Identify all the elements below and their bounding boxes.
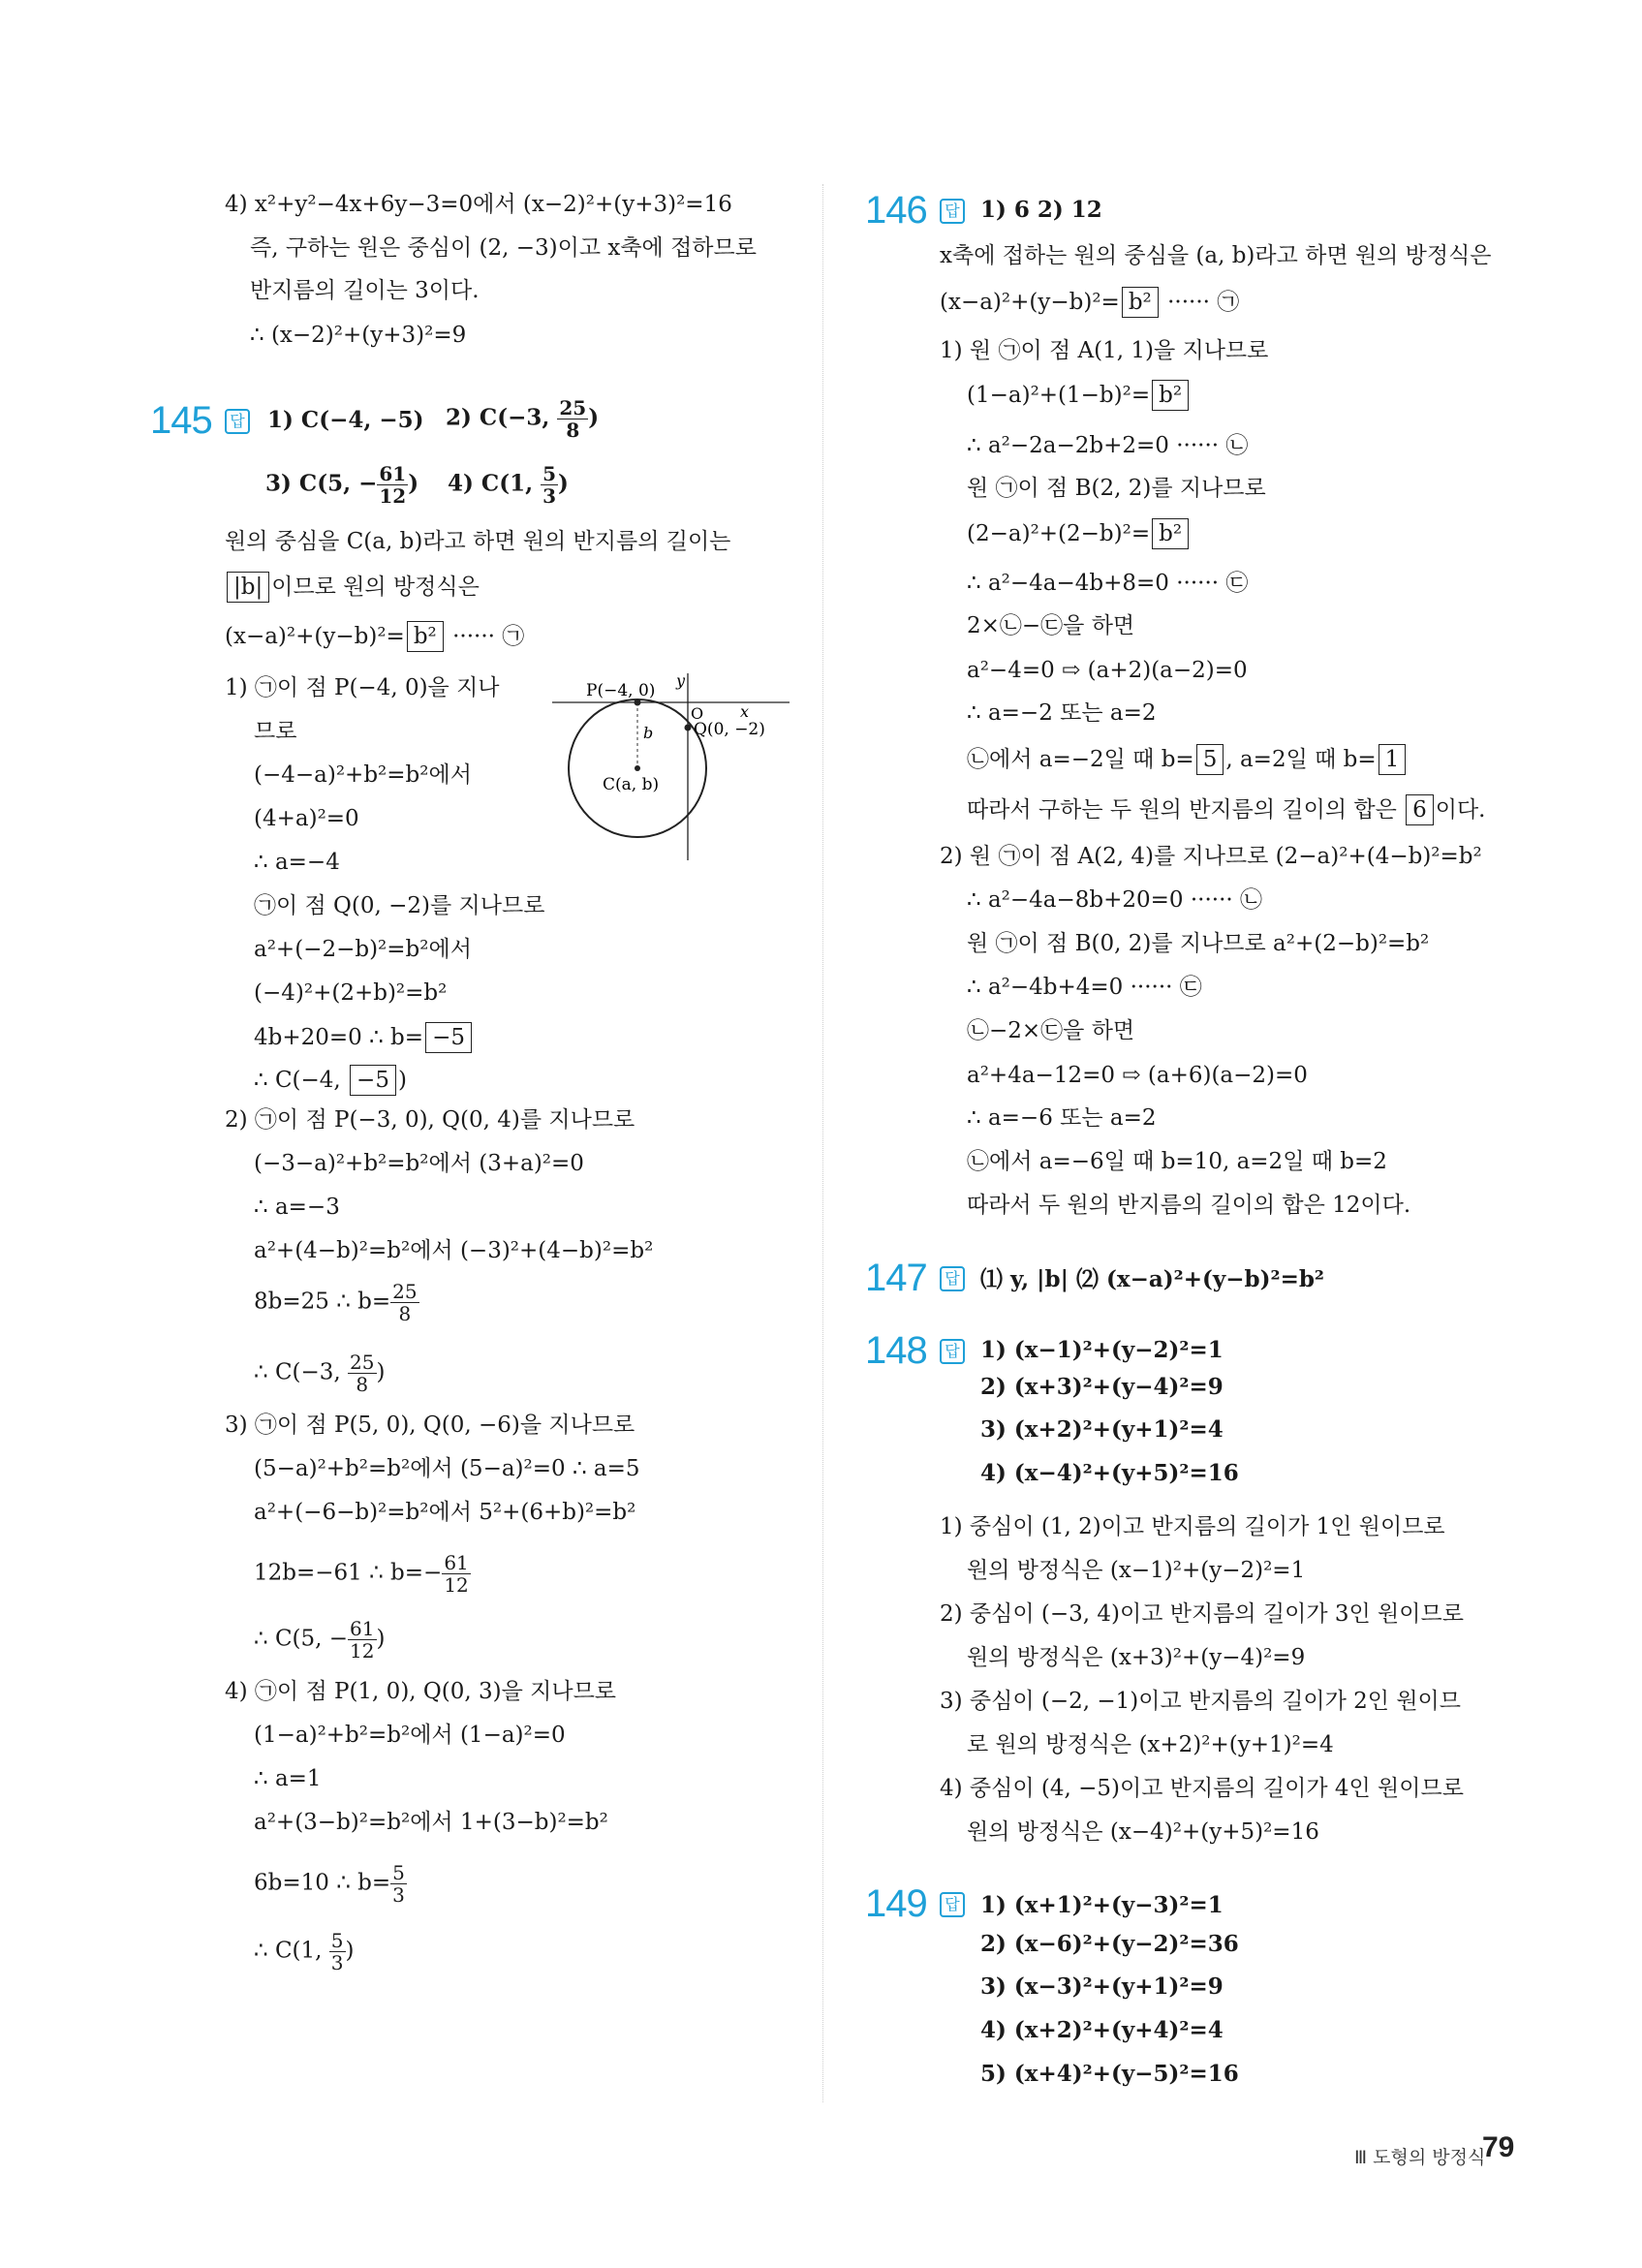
text-line: 따라서 구하는 두 원의 반지름의 길이의 합은 6 이다. bbox=[967, 794, 1486, 825]
page-number: 79 bbox=[1482, 2131, 1515, 2163]
text-line: 1) 중심이 (1, 2)이고 반지름의 길이가 1인 원이므로 bbox=[940, 1514, 1445, 1539]
answer-badge: 답 bbox=[225, 409, 250, 434]
answer-1: 1) (x+1)²+(y−3)²=1 bbox=[980, 1892, 1224, 1918]
answer-badge: 답 bbox=[940, 199, 965, 224]
text-line: ∴ (x−2)²+(y+3)²=9 bbox=[250, 323, 467, 348]
text-line: (x−a)²+(y−b)²= b² ······ ㉠ bbox=[225, 621, 524, 652]
text-line: 2) ㉠이 점 P(−3, 0), Q(0, 4)를 지나므로 bbox=[225, 1107, 635, 1133]
text-line: (x−a)²+(y−b)²= b² ······ ㉠ bbox=[940, 287, 1239, 318]
text-line: 8b=25 ∴ b= $\frac{25}{8}$ bbox=[254, 1280, 418, 1325]
answer-4: 4) C(1, $\frac{5}{3}$ ) bbox=[448, 462, 569, 508]
answer-2: 2) (x+3)²+(y−4)²=9 bbox=[980, 1374, 1224, 1400]
problem-number: 148 bbox=[865, 1329, 927, 1372]
text-line: ∴ a²−4a−8b+20=0 ······ ㉡ bbox=[967, 887, 1263, 913]
text-line: x축에 접하는 원의 중심을 (a, b)라고 하면 원의 방정식은 bbox=[940, 243, 1492, 268]
text-line: ∴ a²−4a−4b+8=0 ······ ㉢ bbox=[967, 571, 1249, 596]
label-p: P(−4, 0) bbox=[586, 681, 656, 700]
answer-3: 3) (x−3)²+(y+1)²=9 bbox=[980, 1973, 1224, 2000]
answer-4: 4) (x−4)²+(y+5)²=16 bbox=[980, 1460, 1239, 1486]
problem-number: 145 bbox=[150, 399, 212, 442]
text-line: 원 ㉠이 점 B(0, 2)를 지나므로 a²+(2−b)²=b² bbox=[967, 931, 1430, 956]
text-line: 4) x²+y²−4x+6y−3=0에서 (x−2)²+(y+3)²=16 bbox=[225, 192, 732, 217]
text-line: (−4)²+(2+b)²=b² bbox=[254, 980, 448, 1006]
text-line: 4) ㉠이 점 P(1, 0), Q(0, 3)을 지나므로 bbox=[225, 1679, 617, 1704]
text-line: (4+a)²=0 bbox=[254, 806, 359, 831]
text-line: ∴ C(−3, $\frac{25}{8}$ ) bbox=[254, 1351, 386, 1396]
label-o: O bbox=[691, 704, 704, 723]
text-line: (2−a)²+(2−b)²= b² bbox=[967, 518, 1191, 549]
text-line: |b| 이므로 원의 방정식은 bbox=[225, 572, 480, 603]
text-line: ∴ a=−2 또는 a=2 bbox=[967, 700, 1157, 726]
answer-badge: 답 bbox=[940, 1266, 965, 1291]
text-line: 원의 방정식은 (x−1)²+(y−2)²=1 bbox=[967, 1558, 1306, 1583]
text-line: 원의 방정식은 (x−4)²+(y+5)²=16 bbox=[967, 1819, 1319, 1845]
text-line: a²+(−6−b)²=b²에서 5²+(6+b)²=b² bbox=[254, 1500, 636, 1525]
text-line: 즉, 구하는 원은 중심이 (2, −3)이고 x축에 접하므로 bbox=[250, 235, 757, 261]
problem-number: 149 bbox=[865, 1882, 927, 1925]
text-line: 반지름의 길이는 3이다. bbox=[250, 278, 480, 303]
answer-3: 3) C(5, − $\frac{61}{12}$ ) bbox=[265, 462, 419, 508]
text-line: 로 원의 방정식은 (x+2)²+(y+1)²=4 bbox=[967, 1732, 1334, 1757]
text-line: a²+(4−b)²=b²에서 (−3)²+(4−b)²=b² bbox=[254, 1238, 654, 1263]
text-line: 6b=10 ∴ b= $\frac{5}{3}$ bbox=[254, 1861, 405, 1907]
text-line: a²+(−2−b)²=b²에서 bbox=[254, 937, 472, 962]
text-line: ∴ a=1 bbox=[254, 1766, 322, 1791]
answer-3: 3) (x+2)²+(y+1)²=4 bbox=[980, 1416, 1224, 1443]
label-b: b bbox=[643, 724, 654, 742]
text-line: a²+(3−b)²=b²에서 1+(3−b)²=b² bbox=[254, 1810, 608, 1835]
answer-line: ⑴ y, |b| ⑵ (x−a)²+(y−b)²=b² bbox=[980, 1266, 1324, 1292]
text-line: ∴ C(1, $\frac{5}{3}$ ) bbox=[254, 1929, 355, 1974]
label-q: Q(0, −2) bbox=[694, 720, 765, 739]
answer-badge: 답 bbox=[940, 1892, 965, 1917]
text-line: 1) 원 ㉠이 점 A(1, 1)을 지나므로 bbox=[940, 338, 1269, 363]
answer-badge: 답 bbox=[940, 1339, 965, 1364]
text-line: 2) 원 ㉠이 점 A(2, 4)를 지나므로 (2−a)²+(4−b)²=b² bbox=[940, 844, 1482, 869]
answer-4: 4) (x+2)²+(y+4)²=4 bbox=[980, 2017, 1224, 2043]
text-line: a²+4a−12=0 ⇨ (a+6)(a−2)=0 bbox=[967, 1063, 1308, 1088]
answer-1: 1) (x−1)²+(y−2)²=1 bbox=[980, 1337, 1224, 1363]
text-line: 4b+20=0 ∴ b= −5 bbox=[254, 1022, 474, 1053]
text-line: ㉡에서 a=−2일 때 b= 5 , a=2일 때 b= 1 bbox=[967, 744, 1408, 775]
text-line: 2) 중심이 (−3, 4)이고 반지름의 길이가 3인 원이므로 bbox=[940, 1601, 1464, 1627]
text-line: (5−a)²+b²=b²에서 (5−a)²=0 ∴ a=5 bbox=[254, 1456, 640, 1481]
text-line: 3) 중심이 (−2, −1)이고 반지름의 길이가 2인 원이므 bbox=[940, 1689, 1461, 1714]
answer-1: 1) C(−4, −5) bbox=[267, 407, 424, 433]
label-x: x bbox=[740, 702, 750, 721]
text-line: 원 ㉠이 점 B(2, 2)를 지나므로 bbox=[967, 476, 1266, 501]
text-line: 4) 중심이 (4, −5)이고 반지름의 길이가 4인 원이므로 bbox=[940, 1776, 1464, 1801]
text-line: ∴ C(−4, −5 ) bbox=[254, 1065, 407, 1096]
text-line: (1−a)²+b²=b²에서 (1−a)²=0 bbox=[254, 1723, 566, 1748]
text-line: 므로 bbox=[254, 719, 297, 744]
text-line: ㉠이 점 Q(0, −2)를 지나므로 bbox=[254, 893, 545, 918]
answer-5: 5) (x+4)²+(y−5)²=16 bbox=[980, 2061, 1239, 2087]
text-line: 2×㉡−㉢을 하면 bbox=[967, 613, 1135, 638]
text-line: ∴ a=−6 또는 a=2 bbox=[967, 1105, 1157, 1131]
text-line: 1) ㉠이 점 P(−4, 0)을 지나 bbox=[225, 675, 500, 700]
label-y: y bbox=[676, 671, 686, 690]
point-q bbox=[685, 725, 692, 731]
text-line: ㉡−2×㉢을 하면 bbox=[967, 1018, 1135, 1043]
answer-2: 2) C(−3, $\frac{25}{8}$ ) bbox=[446, 396, 600, 442]
text-line: ∴ a²−4b+4=0 ······ ㉢ bbox=[967, 975, 1202, 1000]
text-line: ㉡에서 a=−6일 때 b=10, a=2일 때 b=2 bbox=[967, 1149, 1387, 1174]
label-c: C(a, b) bbox=[603, 775, 660, 794]
problem-number: 147 bbox=[865, 1257, 927, 1299]
problem-number: 146 bbox=[865, 189, 927, 232]
text-line: a²−4=0 ⇨ (a+2)(a−2)=0 bbox=[967, 658, 1248, 683]
text-line: (−4−a)²+b²=b²에서 bbox=[254, 762, 472, 788]
text-line: 3) ㉠이 점 P(5, 0), Q(0, −6)을 지나므로 bbox=[225, 1413, 635, 1438]
point-c bbox=[635, 765, 640, 771]
text-line: ∴ a=−4 bbox=[254, 850, 340, 875]
text-line: (1−a)²+(1−b)²= b² bbox=[967, 380, 1191, 411]
text-line: 따라서 두 원의 반지름의 길이의 합은 12이다. bbox=[967, 1193, 1411, 1218]
text-line: ∴ C(5, − $\frac{61}{12}$ ) bbox=[254, 1617, 386, 1662]
text-line: ∴ a²−2a−2b+2=0 ······ ㉡ bbox=[967, 433, 1249, 458]
answer-line: 1) 6 2) 12 bbox=[980, 197, 1102, 223]
text-line: 원의 중심을 C(a, b)라고 하면 원의 반지름의 길이는 bbox=[225, 529, 731, 554]
section-label: Ⅲ 도형의 방정식 bbox=[1354, 2147, 1486, 2168]
text-line: (−3−a)²+b²=b²에서 (3+a)²=0 bbox=[254, 1151, 584, 1176]
text-line: 12b=−61 ∴ b=− $\frac{61}{12}$ bbox=[254, 1551, 469, 1597]
column-divider bbox=[822, 184, 823, 2102]
answer-2: 2) (x−6)²+(y−2)²=36 bbox=[980, 1931, 1239, 1957]
text-line: 원의 방정식은 (x+3)²+(y−4)²=9 bbox=[967, 1645, 1306, 1670]
text-line: ∴ a=−3 bbox=[254, 1195, 340, 1220]
circle-figure bbox=[542, 668, 794, 862]
